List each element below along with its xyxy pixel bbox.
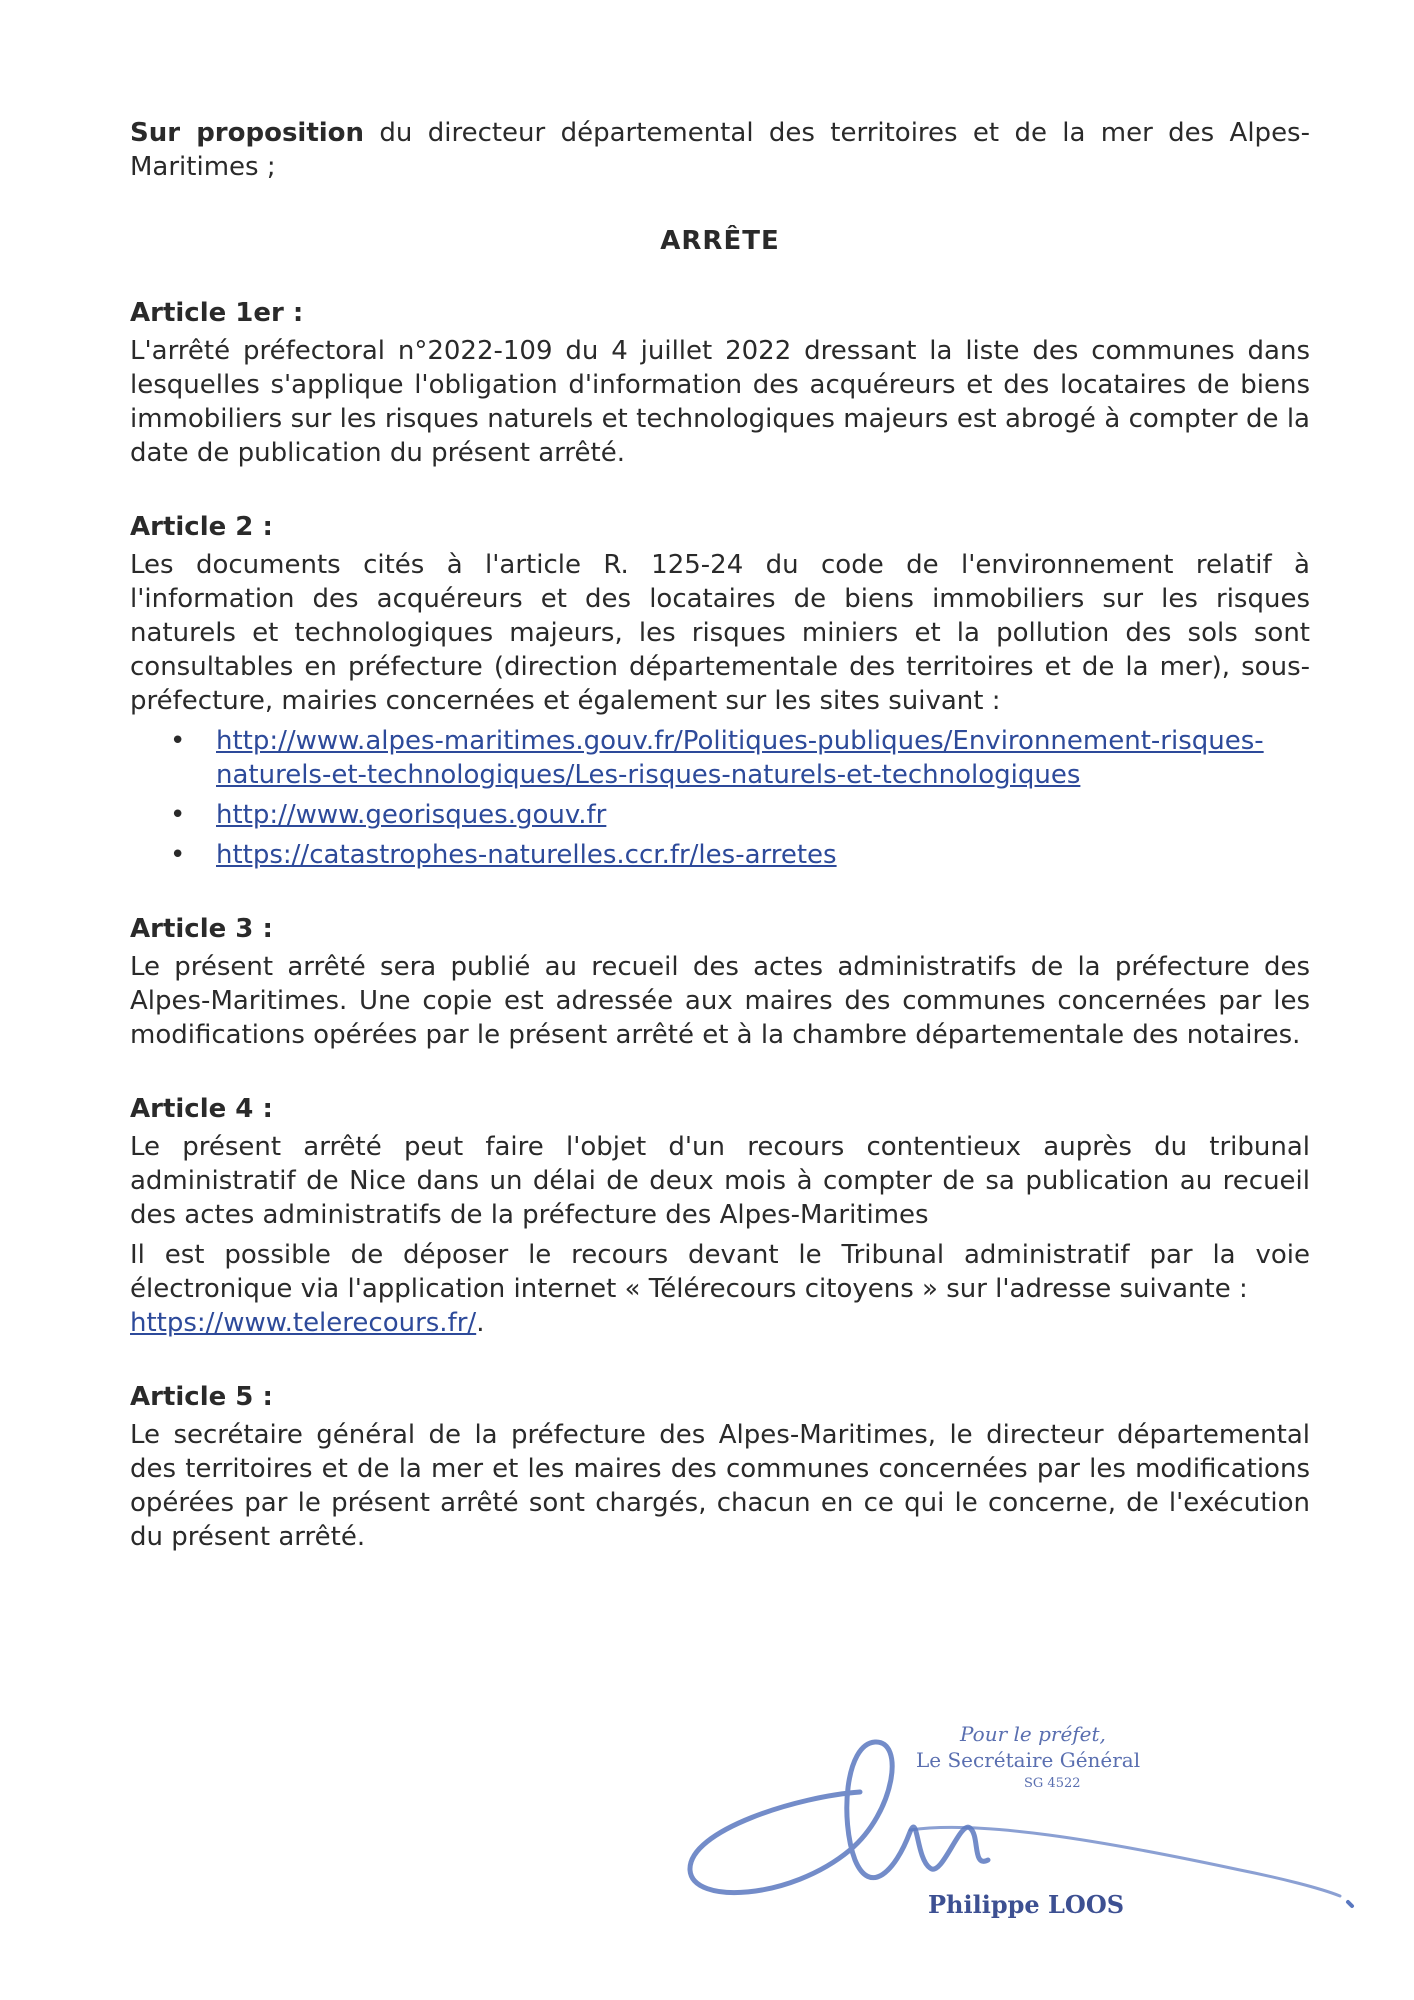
bullet-icon: • [170,800,186,830]
intro-paragraph [130,116,1310,184]
article-heading: Article 5 : [130,1382,273,1412]
intro-text: du directeur départemental des territoires et de la mer des Alpes-Maritimes ; [130,118,1310,182]
link-alpes-maritimes[interactable]: http://www.alpes-maritimes.gouv.fr/Politiques-publiques/Environnement-risques-naturels-et-technologiques/Les-risques-naturels-et-technologiques [216,726,1264,790]
link-telerecours[interactable]: https://www.telerecours.fr/ [130,1308,477,1338]
list-item [130,838,1310,872]
article-text: Le secrétaire général de la préfecture des Alpes-Maritimes, le directeur départemental des territoires et de la mer et les maires des communes concernées par les modifications opérées par le présent arrêté sont chargés, chacun en ce qui le concerne, de l'exécution du présent arrêté. [130,1420,1310,1552]
list-item [130,724,1310,792]
article-heading: Article 1er : [130,298,304,328]
article-heading: Article 4 : [130,1094,273,1124]
links-list [130,724,1310,872]
signature-line-1: Pour le préfet, [960,1722,1106,1746]
article-5 [130,1380,1310,1554]
article-3 [130,912,1310,1052]
article-heading: Article 2 : [130,512,273,542]
article-text: L'arrêté préfectoral n°2022-109 du 4 juillet 2022 dressant la liste des communes dans lesquelles s'applique l'obligation d'information des acquéreurs et des locataires de biens immobiliers sur les risques naturels et technologiques majeurs est abrogé à compter de la date de publication du présent arrêté. [130,336,1310,468]
signature-block [680,1700,1380,1950]
article-4 [130,1092,1310,1340]
article-2 [130,510,1310,872]
article-text-link-line [130,1306,1310,1340]
link-georisques[interactable]: http://www.georisques.gouv.fr [216,800,607,830]
article-heading: Article 3 : [130,914,273,944]
article-text: Le présent arrêté sera publié au recueil des actes administratifs de la préfecture des Alpes-Maritimes. Une copie est adressée aux maires des communes concernées par les modifications opérées par le présent arrêté et à la chambre départementale des notaires. [130,952,1310,1050]
signature-line-3: SG 4522 [1024,1776,1081,1791]
bullet-icon: • [170,840,186,870]
document-body [130,116,1310,1594]
signatory-name: Philippe LOOS [928,1890,1125,1919]
list-item [130,798,1310,832]
article-text: Les documents cités à l'article R. 125-24 du code de l'environnement relatif à l'information des acquéreurs et des locataires de biens immobiliers sur les risques naturels et technologiques majeurs, les risques miniers et la pollution des sols sont consultables en préfecture (direction départementale des territoires et de la mer), sous-préfecture, mairies concernées et également sur les sites suivant : [130,550,1310,716]
signature-line-2: Le Secrétaire Général [916,1748,1141,1772]
article-text: Il est possible de déposer le recours devant le Tribunal administratif par la voie électronique via l'application internet « Télérecours citoyens » sur l'adresse suivante : [130,1240,1310,1304]
link-catastrophes-naturelles[interactable]: https://catastrophes-naturelles.ccr.fr/les-arretes [216,840,837,870]
bullet-icon: • [170,726,186,756]
decree-title: ARRÊTE [660,226,780,256]
article-1 [130,296,1310,470]
article-text: Le présent arrêté peut faire l'objet d'un recours contentieux auprès du tribunal administratif de Nice dans un délai de deux mois à compter de sa publication au recueil des actes administratifs de la préfecture des Alpes-Maritimes [130,1132,1310,1230]
trailing-period: . [476,1308,485,1338]
intro-bold: Sur proposition [130,118,365,148]
